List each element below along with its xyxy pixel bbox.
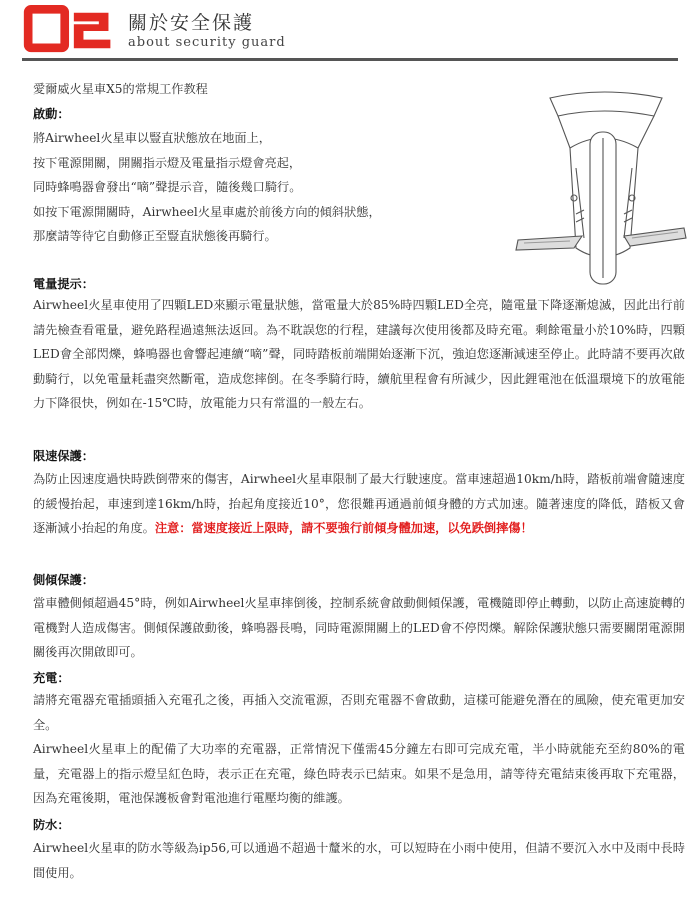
battery-heading: 電量提示： bbox=[33, 277, 94, 291]
startup-line-4: 如按下電源開關時，Airwheel火星車處於前後方向的傾斜狀態， bbox=[33, 205, 381, 219]
speed-paragraph bbox=[33, 467, 685, 541]
waterproof-text: Airwheel火星車的防水等級為ip56,可以通過不超過十釐米的水，可以短時在小雨中使用，但請不要沉入水中及雨中長時間使用。 bbox=[33, 841, 685, 880]
header-divider bbox=[22, 58, 678, 61]
charging-text-2: Airwheel火星車上的配備了大功率的充電器，正常情況下僅需45分鐘左右即可完成充電，半小時就能充至約80%的電量，充電器上的指示燈呈紅色時，表示正在充電，綠色時表示已結束。如果不是急用，請等待充電結束後再取下充電器，因為充電後期，電池保護板會對電池進行電壓均衡的維護。 bbox=[33, 742, 685, 806]
tilt-text: 當車體側傾超過45°時，例如Airwheel火星車摔倒後，控制系統會啟動側傾保護，電機隨即停止轉動，以防止高速旋轉的電機對人造成傷害。側傾保護啟動後，蜂鳴器長鳴，同時電源開關上的LED會不停閃爍。解除保護狀態只需要關閉電源開關後再次開啟即可。 bbox=[33, 596, 685, 660]
speed-warning: 注意：當速度接近上限時，請不要強行前傾身體加速，以免跌倒摔傷！ bbox=[154, 521, 533, 536]
charging-heading: 充電： bbox=[33, 671, 70, 685]
startup-line-1: 將Airwheel火星車以豎直狀態放在地面上， bbox=[33, 131, 271, 145]
speed-heading: 限速保護： bbox=[33, 449, 94, 463]
intro-title: 愛爾威火星車X5的常規工作教程 bbox=[33, 82, 208, 96]
section-title: 關於安全保護 bbox=[128, 12, 255, 34]
section-subtitle: about security guard bbox=[128, 35, 286, 50]
startup-line-2: 按下電源開關，開關指示燈及電量指示燈會亮起， bbox=[33, 156, 302, 170]
waterproof-heading: 防水： bbox=[33, 818, 70, 832]
tilt-heading: 側傾保護： bbox=[33, 573, 94, 587]
unicycle-illustration bbox=[512, 88, 694, 288]
section-number-02 bbox=[22, 5, 118, 55]
section-header bbox=[0, 0, 700, 66]
battery-text: Airwheel火星車使用了四顆LED來顯示電量狀態，當電量大於85%時四顆LED全亮，隨電量下降逐漸熄滅，因此出行前請先檢查看電量，避免路程過遠無法返回。為不耽誤您的行程，建議每次使用後都及時充電。剩餘電量小於10%時，四顆LED會全部閃爍，蜂鳴器也會響起連續“嘀”聲，同時踏板前端開始逐漸下沉，強迫您逐漸減速至停止。此時請不要再次啟動騎行，以免電量耗盡突然斷電，造成您摔倒。在冬季騎行時，續航里程會有所減少，因此鋰電池在低溫環境下的放電能力下降很快，例如在-15℃時，放電能力只有常溫的一般左右。 bbox=[33, 298, 685, 411]
startup-line-3: 同時蜂鳴器會發出“嘀”聲提示音，隨後幾口騎行。 bbox=[33, 180, 302, 194]
speed-text: 為防止因速度過快時跌倒帶來的傷害，Airwheel火星車限制了最大行駛速度。當車速超過10km/h時，踏板前端會隨速度的緩慢抬起，車速到達16km/h時，抬起角度接近10°，您很難再通過前傾身體的方式加速。隨著速度的降低，踏板又會逐漸減小抬起的角度。 bbox=[33, 472, 685, 536]
startup-line-5: 那麼請等待它自動修正至豎直狀態後再騎行。 bbox=[33, 229, 277, 243]
startup-heading: 啟動： bbox=[33, 107, 70, 121]
charging-text-1: 請將充電器充電插頭插入充電孔之後，再插入交流電源，否則充電器不會啟動，這樣可能避免潛在的風險，使充電更加安全。 bbox=[33, 693, 685, 732]
